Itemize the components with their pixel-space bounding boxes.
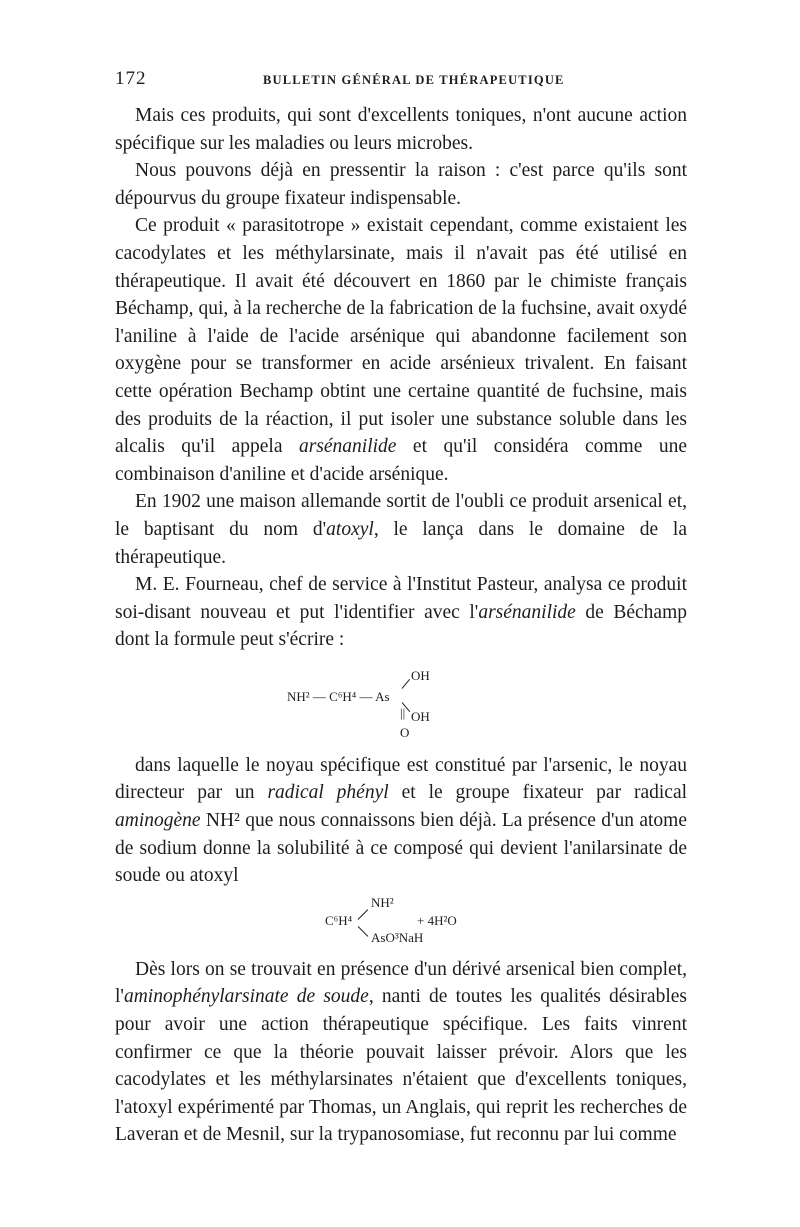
formula-atoxyl [115,890,687,956]
formula-nh2: NH² [371,894,394,910]
text-run: de Béchamp dont la formule peut s'écrire : [115,601,687,651]
formula-oxygen: O [400,724,410,740]
paragraph [115,956,687,1149]
text-run: et le groupe fixateur par radical [388,782,688,804]
text-run: Ce produit « parasitotrope » existait cependant, comme existaient les cacodylates et les méthylarsinate, mais il n'avait pas été utilisé en thérapeutique. Il avait été découvert en 1860 par le chimiste français Béchamp, qui, à la recherche de la fabrication de la fuchsine, avait oxydé l'aniline à l'aide de l'acide arsénique qui abandonne facilement son oxygène pour se transformer en acide arsénieux trivalent. En faisant cette opération Bechamp obtint une certaine quantité de fuchsine, mais des produits de la réaction, il put isoler une substance soluble dans les alcalis qu'il appela [115,215,687,458]
paragraph: Mais ces produits, qui sont d'excellents toniques, n'ont aucune action spécifique sur les maladies ou leurs microbes. [115,105,687,154]
paragraph: Nous pouvons déjà en pressentir la raison : c'est parce qu'ils sont dépourvus du groupe fixateur indispensable. [115,160,687,209]
emphasis-term: arsénanilide [478,601,576,623]
text-run: NH² que nous connaissons bien déjà. La présence d'un atome de sodium donne la solubilité à ce composé qui devient l'anilarsinate de soude ou atoxyl [115,810,687,887]
text-run: et qu'il considéra comme une combinaison d'aniline et d'acide arsénique. [115,436,687,485]
formula-aso3: AsO³NaH [371,929,424,945]
formula-oh-top: OH [411,667,430,683]
page-number: 172 [115,68,147,89]
formula-main-chain: NH² — C⁶H⁴ — As [287,688,390,704]
emphasis-term: aminophénylarsinate de soude [123,986,369,1008]
emphasis-term: aminogène [115,810,201,832]
paragraph [115,212,687,488]
page [115,68,687,1149]
formula-arsenanilide [115,654,687,752]
running-title: BULLETIN GÉNÉRAL DE THÉRAPEUTIQUE [263,73,565,87]
formula-double-bond: || [400,704,406,720]
paragraph [115,488,687,571]
paragraph [115,752,687,890]
formula-oh-bottom: OH [411,708,430,724]
text-run: En 1902 une maison allemande sortit de l'oubli ce produit arsenical et, le baptisant du nom d' [115,491,687,540]
page-header [115,68,687,92]
text-run: Dès lors on se trouvait en présence d'un dérivé arsenical bien complet, l' [115,958,687,1008]
formula-bond-up [402,679,411,689]
text-run: , le lança dans le domaine de la thérapeutique. [115,518,688,568]
formula-bond-up [358,909,369,920]
formula-water: + 4H²O [417,912,457,928]
emphasis-term: arsénanilide [298,436,397,458]
text-run: dans laquelle le noyau spécifique est constitué par l'arsenic, le noyau directeur par un [115,754,687,804]
paragraph [115,571,687,654]
formula-bond-down [358,926,369,937]
emphasis-term: radical phényl [267,782,389,804]
text-run: M. E. Fourneau, chef de service à l'Institut Pasteur, analysa ce produit soi-disant nouveau et put l'identifier avec l' [115,574,687,623]
text-run: , nanti de toutes les qualités désirables pour avoir une action thérapeutique spécifique. Les faits vinrent confirmer ce que la théorie pouvait laisser prévoir. Alors que les cacodylates et les méthylarsinates n'étaient que d'excellents toniques, l'atoxyl expérimenté par Thomas, un Anglais, qui reprit les recherches de Laveran et de Mesnil, sur la trypanosomiase, fut reconnu par lui comme [115,986,687,1146]
emphasis-term: atoxyl [326,518,374,540]
formula-phenyl: C⁶H⁴ [325,912,353,928]
